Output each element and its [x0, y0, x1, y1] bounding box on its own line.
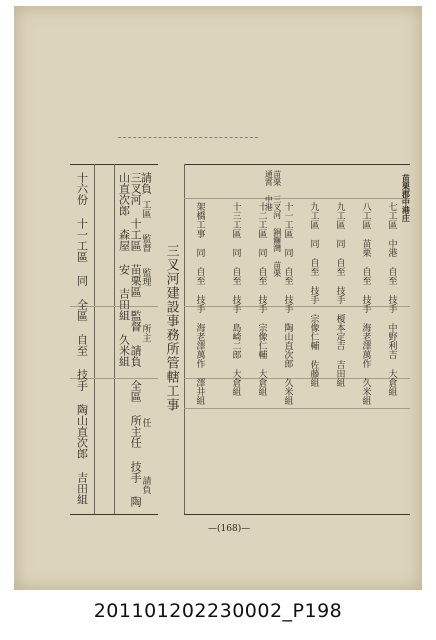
left-row-1-text: 三叉河 十工區 苗栗區 監督 請負 全區 所主任 技手 陶山直次郎 森屋 安 吉田組 久米組	[117, 172, 143, 507]
left-table-bottom-border	[70, 514, 158, 515]
right-table-top-border	[184, 164, 410, 165]
image-caption: 20110120223000​2_P198	[93, 600, 343, 622]
right-table-tag: 苗栗郡中港庄	[401, 174, 412, 222]
right-col-2-role: 技手	[360, 295, 371, 313]
right-col-6-office: 同	[256, 248, 267, 257]
top-rule	[118, 137, 258, 138]
right-col-5-office: 同	[282, 248, 293, 257]
right-col-4-role: 技手	[308, 286, 319, 304]
right-col-7-person: 島崎二郎	[230, 323, 241, 359]
right-col-3-person: 榎本定吉	[334, 314, 345, 350]
right-col-6	[256, 202, 265, 508]
right-col-3-role: 技手	[334, 286, 345, 304]
right-table-bottom-border	[184, 514, 410, 515]
right-col-1	[386, 202, 395, 508]
right-col-3-work: 九工區	[334, 202, 345, 229]
right-col-2-office: 苗栗	[360, 239, 371, 257]
right-col-7-contractor: 大倉組	[230, 369, 241, 396]
right-col-4-work: 九工區	[308, 202, 319, 229]
right-col-2-contractor: 久米組	[360, 378, 371, 405]
right-table-rule-3	[184, 408, 410, 409]
left-header-text-4: 監理	[140, 268, 151, 286]
right-col-1-role: 技手	[386, 295, 397, 313]
right-col-8-place: 架橋工事	[194, 202, 205, 238]
right-col-5-contractor: 久米組	[282, 378, 293, 405]
right-col-7-range: 自至	[230, 267, 241, 285]
right-col-6-work: 十二工區	[256, 202, 267, 238]
right-col-8-office: 同	[194, 248, 205, 257]
right-col-2-person: 海老澤萬作	[360, 323, 371, 368]
right-col-5-range: 自至	[282, 267, 293, 285]
right-table-rule-2	[184, 378, 410, 379]
left-row-2	[76, 172, 88, 510]
left-table-divider-2	[114, 164, 115, 514]
right-col-7	[230, 202, 239, 508]
right-col-8	[194, 202, 203, 508]
right-col-1-office: 中港	[386, 239, 397, 257]
right-table-header-rule	[184, 198, 410, 199]
right-table-rule-1	[184, 306, 410, 307]
left-row-1	[118, 172, 141, 510]
left-header-text-3: 監督	[140, 234, 151, 252]
right-col-3-range: 自至	[334, 258, 345, 276]
right-col-7-role: 技手	[230, 295, 241, 313]
right-col-5-role: 技手	[282, 295, 293, 313]
right-col-4-office: 同	[308, 239, 319, 248]
right-col-4-person: 宗像仁輔	[308, 314, 319, 350]
right-col-8-role: 技手	[194, 295, 205, 313]
left-header-text-5: 所主	[140, 324, 151, 342]
left-header-text: 請負	[139, 172, 153, 194]
right-col-3-office: 同	[334, 239, 345, 248]
right-col-2	[360, 202, 369, 508]
document-page	[14, 6, 422, 590]
left-table-divider-1	[94, 164, 95, 514]
right-col-8-contractor: 澤井組	[194, 378, 205, 405]
right-col-6-person: 宗像仁輔	[256, 323, 267, 359]
right-col-1-person: 中野利吉	[386, 323, 397, 359]
left-header-text-2: 工區	[140, 200, 151, 218]
right-col-2-range: 自至	[360, 267, 371, 285]
right-col-4	[308, 202, 317, 508]
right-col-6-role: 技手	[256, 295, 267, 313]
right-col-4-contractor: 佐藤組	[308, 360, 319, 387]
right-col-3-contractor: 吉田組	[334, 360, 345, 387]
left-row-2-text: 十六份 十一工區 同 全區 自至 技手 陶山直次郎 吉田組	[75, 172, 89, 505]
right-col-1-place: 七工區	[386, 202, 397, 229]
left-header-text-6: 任	[140, 418, 151, 427]
right-col-1-contractor: 大倉組	[386, 369, 397, 396]
right-col-6-contractor: 大倉組	[256, 369, 267, 396]
right-col-5-work: 十一工區	[282, 202, 293, 238]
right-col-3	[334, 202, 343, 508]
right-col-1-range: 自至	[386, 267, 397, 285]
right-col-2-work: 八工區	[360, 202, 371, 229]
right-col-5-person: 陶山直次郎	[282, 323, 293, 368]
right-col-7-work: 十三工區	[230, 202, 241, 238]
right-col-5	[282, 202, 291, 508]
right-table-heading: 苗栗 三叉河 銅鑼灣 苗栗 通霄 中港	[264, 170, 282, 277]
right-col-7-office: 同	[230, 248, 241, 257]
right-col-8-person: 海老澤萬作	[194, 323, 205, 368]
right-col-4-range: 自至	[308, 258, 319, 276]
page-number: —(168)—	[208, 524, 251, 534]
right-col-8-range: 自至	[194, 267, 205, 285]
page-title: 三叉河建設事務所管轄工事	[163, 244, 179, 412]
right-col-6-range: 自至	[256, 267, 267, 285]
left-header-text-7: 請負	[140, 476, 151, 494]
right-table-left-border	[184, 164, 185, 514]
